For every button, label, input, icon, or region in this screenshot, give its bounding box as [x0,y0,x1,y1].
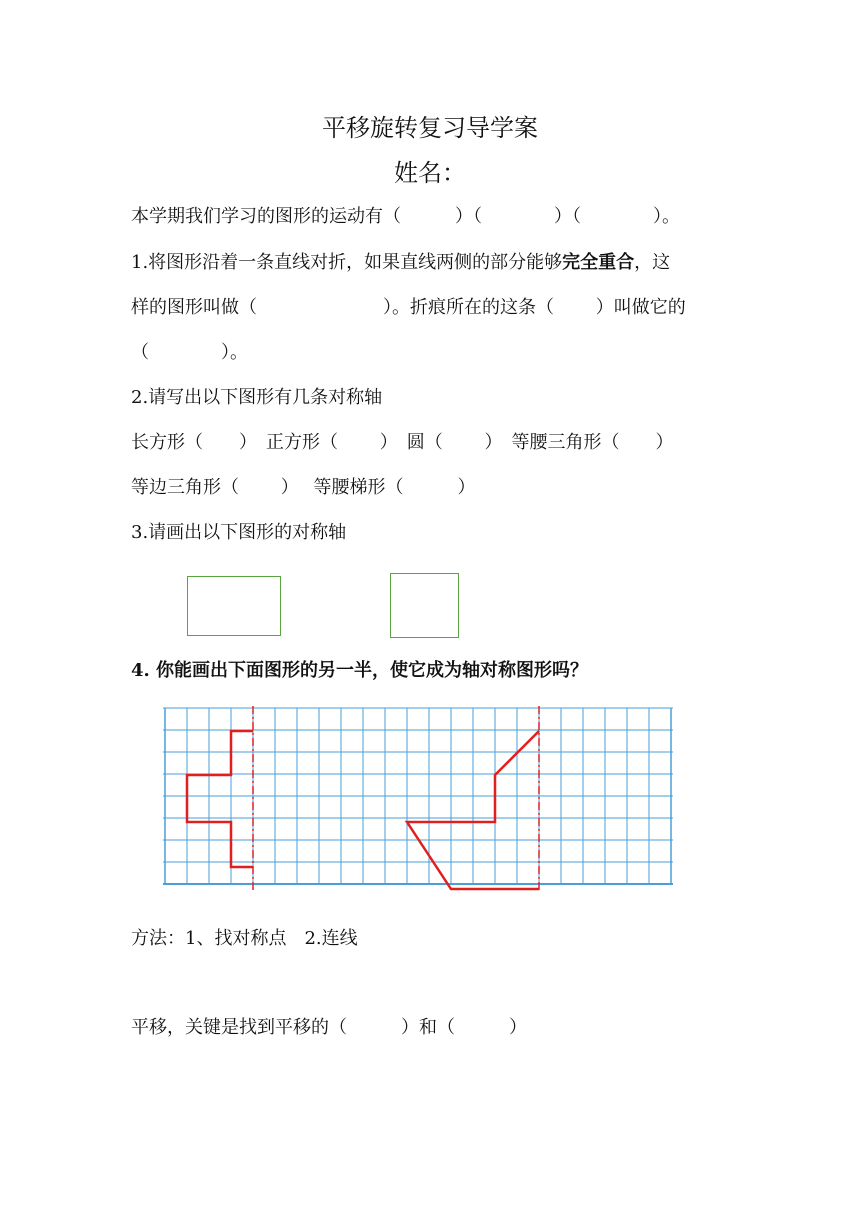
name-label: 姓名： [394,159,466,187]
q1-bold-term: 完全重合 [562,252,635,273]
grid-lines [163,708,673,884]
intro-question: 本学期我们学习的图形的运动有（ ）（ ）（ ）。 [131,206,680,227]
q2-row2: 等边三角形（ ） 等腰梯形（ ） [131,477,476,498]
method-text: 方法：1、找对称点 2.连线 [131,928,358,949]
q1-text-b: ，这 [634,252,671,273]
translation-question: 平移，关键是找到平移的（ ）和（ ） [131,1017,527,1038]
q2-heading: 2.请写出以下图形有几条对称轴 [131,387,383,408]
q2-row1: 长方形（ ） 正方形（ ） 圆（ ） 等腰三角形（ ） [131,432,674,453]
left-half-figure [187,731,253,867]
q1-line2: 样的图形叫做（ ）。折痕所在的这条（ ）叫做它的 [131,297,686,318]
q1-text-a: 1.将图形沿着一条直线对折，如果直线两侧的部分能够 [131,252,563,273]
q4-heading: 4. 你能画出下面图形的另一半，使它成为轴对称图形吗？ [131,660,589,681]
q3-heading: 3.请画出以下图形的对称轴 [131,522,347,543]
q1-line3: （ ）。 [131,342,248,363]
page-title: 平移旋转复习导学案 [322,114,538,142]
